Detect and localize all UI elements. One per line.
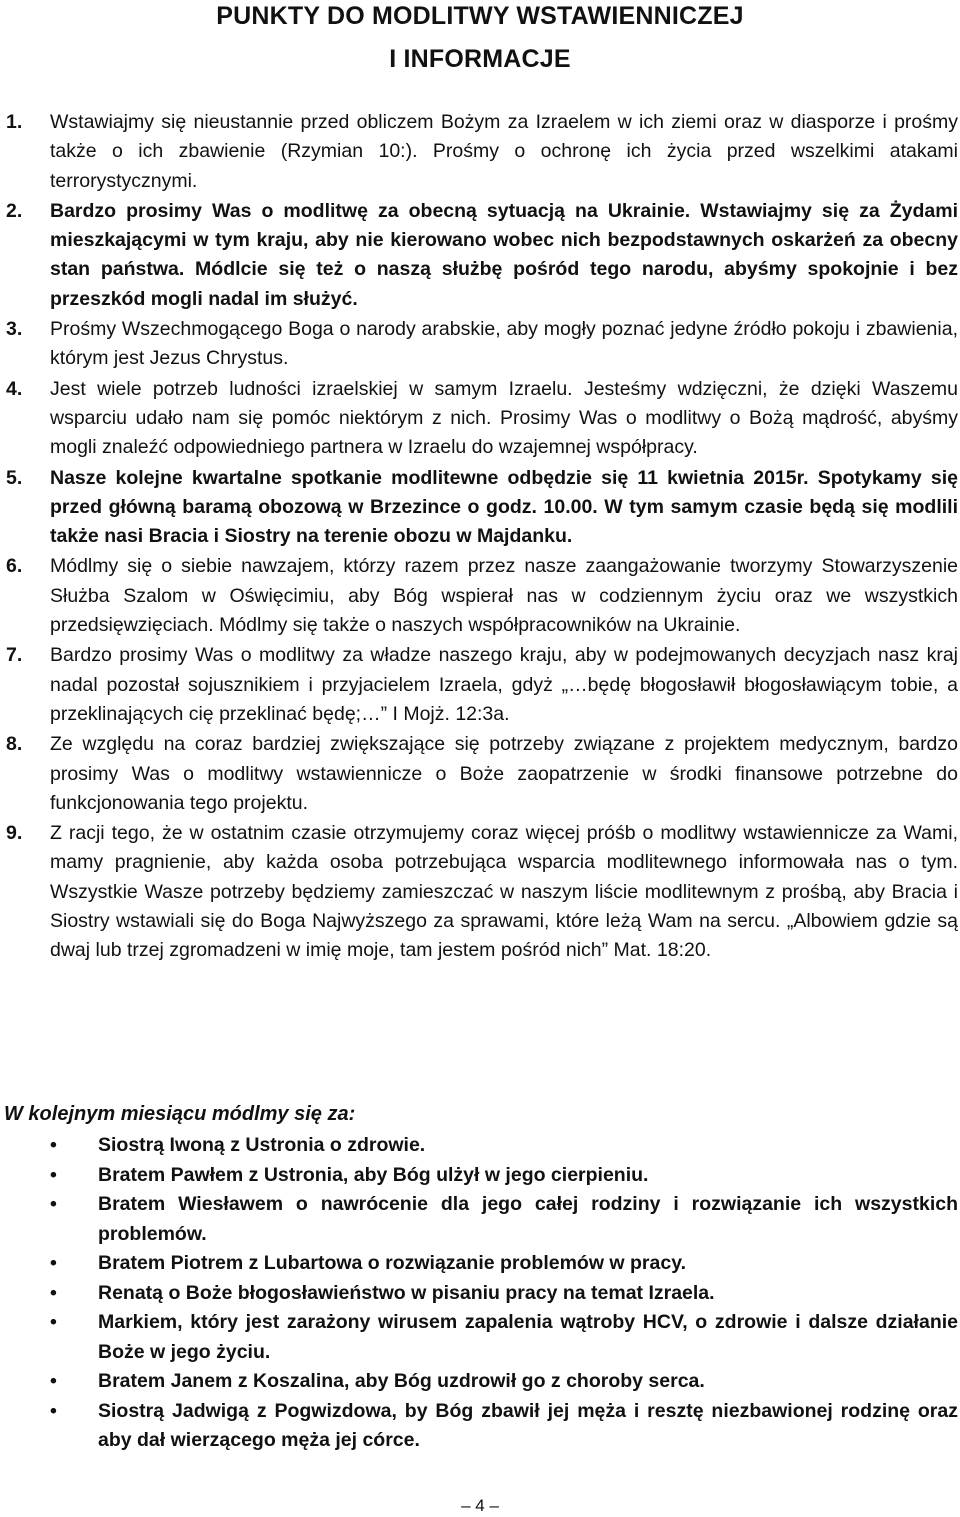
bullet-icon: • — [50, 1399, 57, 1422]
prayer-request-item — [0, 1397, 958, 1456]
point-text: Jest wiele potrzeb ludności izraelskiej w samym Izraelu. Jesteśmy wdzięczni, że dzięki Waszemu wsparciu udało nam się pomóc niektórym z nich. Prosimy Was o modlitwy o Bożą mądrość, abyśmy mogli znaleźć odpowiedniego partnera w Izraelu do wzajemnej współpracy. — [50, 377, 958, 459]
prayer-point — [0, 552, 958, 640]
prayer-request-text: Bratem Wiesławem o nawrócenie dla jego całej rodziny i rozwiązanie ich wszystkich problemów. — [98, 1193, 958, 1245]
bullet-icon: • — [50, 1134, 57, 1156]
prayer-request-item — [0, 1249, 958, 1279]
prayer-request-text: Siostrą Iwoną z Ustronia o zdrowie. — [98, 1134, 426, 1156]
prayer-request-item — [0, 1308, 958, 1367]
prayer-request-text: Siostrą Jadwigą z Pogwizdowa, by Bóg zbawił jej męża i resztę niezbawionej rodzinę oraz aby dał wierzącego męża jej córce. — [98, 1399, 958, 1451]
prayer-request-item — [0, 1131, 958, 1161]
point-text: Módlmy się o siebie nawzajem, którzy razem przez nasze zaangażowanie tworzymy Stowarzyszenie Służba Szalom w Oświęcimiu, aby Bóg wspierał nas w codziennym życiu oraz we wszystkich przedsięwzięciach. Módlmy się także o naszych współpracowników na Ukrainie. — [50, 555, 958, 637]
point-text: Prośmy Wszechmogącego Boga o narody arabskie, aby mogły poznać jedyne źródło pokoju i zbawienia, którym jest Jezus Chrystus. — [50, 318, 958, 370]
point-number: 8. — [6, 733, 23, 756]
point-number: 3. — [6, 318, 23, 341]
page-title-line-1: PUNKTY DO MODLITWY WSTAWIENNICZEJ — [216, 2, 744, 30]
prayer-request-text: Renatą o Boże błogosławieństwo w pisaniu pracy na temat Izraela. — [98, 1281, 715, 1304]
point-text: Z racji tego, że w ostatnim czasie otrzymujemy coraz więcej próśb o modlitwy wstawiennicze za Wami, mamy pragnienie, aby każda osoba potrzebująca wsparcia modlitewnego informowała nas o tym. Wszystkie Wasze potrzeby będziemy zamieszczać w naszym liście modlitewnym z prośbą, aby Bracia i Siostry wstawiali się do Boga Najwyższego za sprawami, które leżą Wam na sercu. „Albowiem gdzie są dwaj lub trzej zgromadzeni w imię moje, tam jestem pośród nich” Mat. 18:20. — [50, 822, 958, 962]
prayer-point — [0, 315, 958, 374]
point-text: Bardzo prosimy Was o modlitwę za obecną sytuacją na Ukrainie. Wstawiajmy się za Żydami mieszkającymi w tym kraju, aby nie kierowano wobec nich bezpodstawnych oskarżeń za obecny stan państwa. Módlcie się też o naszą służbę pośród tego narodu, abyśmy spokojnie i bez przeszkód mogli nadal im służyć. — [50, 199, 958, 310]
prayer-point — [0, 375, 958, 463]
prayer-request-item — [0, 1279, 958, 1309]
point-number: 7. — [6, 644, 23, 667]
bullet-icon: • — [50, 1370, 57, 1392]
bullet-icon: • — [50, 1311, 57, 1333]
point-text: Ze względu na coraz bardziej zwiększające się potrzeby związane z projektem medycznym, bardzo prosimy Was o modlitwy wstawiennicze o Boże zaopatrzenie w środki finansowe potrzebne do funkcjonowania tego projektu. — [50, 733, 958, 814]
prayer-point — [0, 108, 958, 196]
prayer-point — [0, 641, 958, 729]
prayer-request-text: Markiem, który jest zarażony wirusem zapalenia wątroby HCV, o zdrowie i dalsze działanie Boże w jego życiu. — [98, 1311, 958, 1363]
bullet-icon: • — [50, 1163, 57, 1186]
bullet-icon: • — [50, 1252, 57, 1274]
point-text: Bardzo prosimy Was o modlitwy za władze naszego kraju, aby w podejmowanych decyzjach nasz kraj nadal pozostał sojusznikiem i przyjacielem Izraela, gdyż „…będę błogosławił błogosławiącym tobie, a przeklinających cię przeklinać będę;…” I Mojż. 12:3a. — [50, 644, 958, 725]
point-number: 4. — [6, 377, 23, 400]
prayer-request-text: Bratem Piotrem z Lubartowa o rozwiązanie problemów w pracy. — [98, 1252, 687, 1274]
prayer-point — [0, 730, 958, 818]
prayer-point — [0, 197, 958, 314]
monthly-prayer-heading: W kolejnym miesiącu módlmy się za: — [4, 1103, 356, 1125]
point-number: 6. — [6, 555, 23, 578]
point-text: Wstawiajmy się nieustannie przed obliczem Bożym za Izraelem w ich ziemi oraz w diasporze i prośmy także o ich zbawienie (Rzymian 10:). Prośmy o ochronę ich życia przed wszelkimi atakami terrorystycznymi. — [50, 111, 958, 192]
prayer-request-item — [0, 1367, 958, 1397]
prayer-point — [0, 464, 958, 552]
point-number: 2. — [6, 199, 23, 222]
point-number: 1. — [6, 111, 23, 133]
prayer-request-text: Bratem Janem z Koszalina, aby Bóg uzdrowił go z choroby serca. — [98, 1370, 705, 1392]
prayer-point — [0, 819, 958, 965]
monthly-prayer-list — [0, 1131, 958, 1456]
bullet-icon: • — [50, 1281, 57, 1304]
page-number: – 4 – — [461, 1496, 499, 1515]
bullet-icon: • — [50, 1193, 57, 1215]
prayer-request-item — [0, 1161, 958, 1191]
point-text: Nasze kolejne kwartalne spotkanie modlitewne odbędzie się 11 kwietnia 2015r. Spotykamy się przed główną baramą obozową w Brzezince o godz. 10.00. W tym samym czasie będą się modlili także nasi Bracia i Siostry na terenie obozu w Majdanku. — [50, 466, 958, 548]
point-number: 5. — [6, 466, 23, 489]
prayer-request-item — [0, 1190, 958, 1249]
prayer-request-text: Bratem Pawłem z Ustronia, aby Bóg ulżył w jego cierpieniu. — [98, 1163, 649, 1186]
prayer-points-list — [0, 108, 958, 967]
point-number: 9. — [6, 822, 23, 845]
page-title-line-2: I INFORMACJE — [389, 45, 571, 73]
